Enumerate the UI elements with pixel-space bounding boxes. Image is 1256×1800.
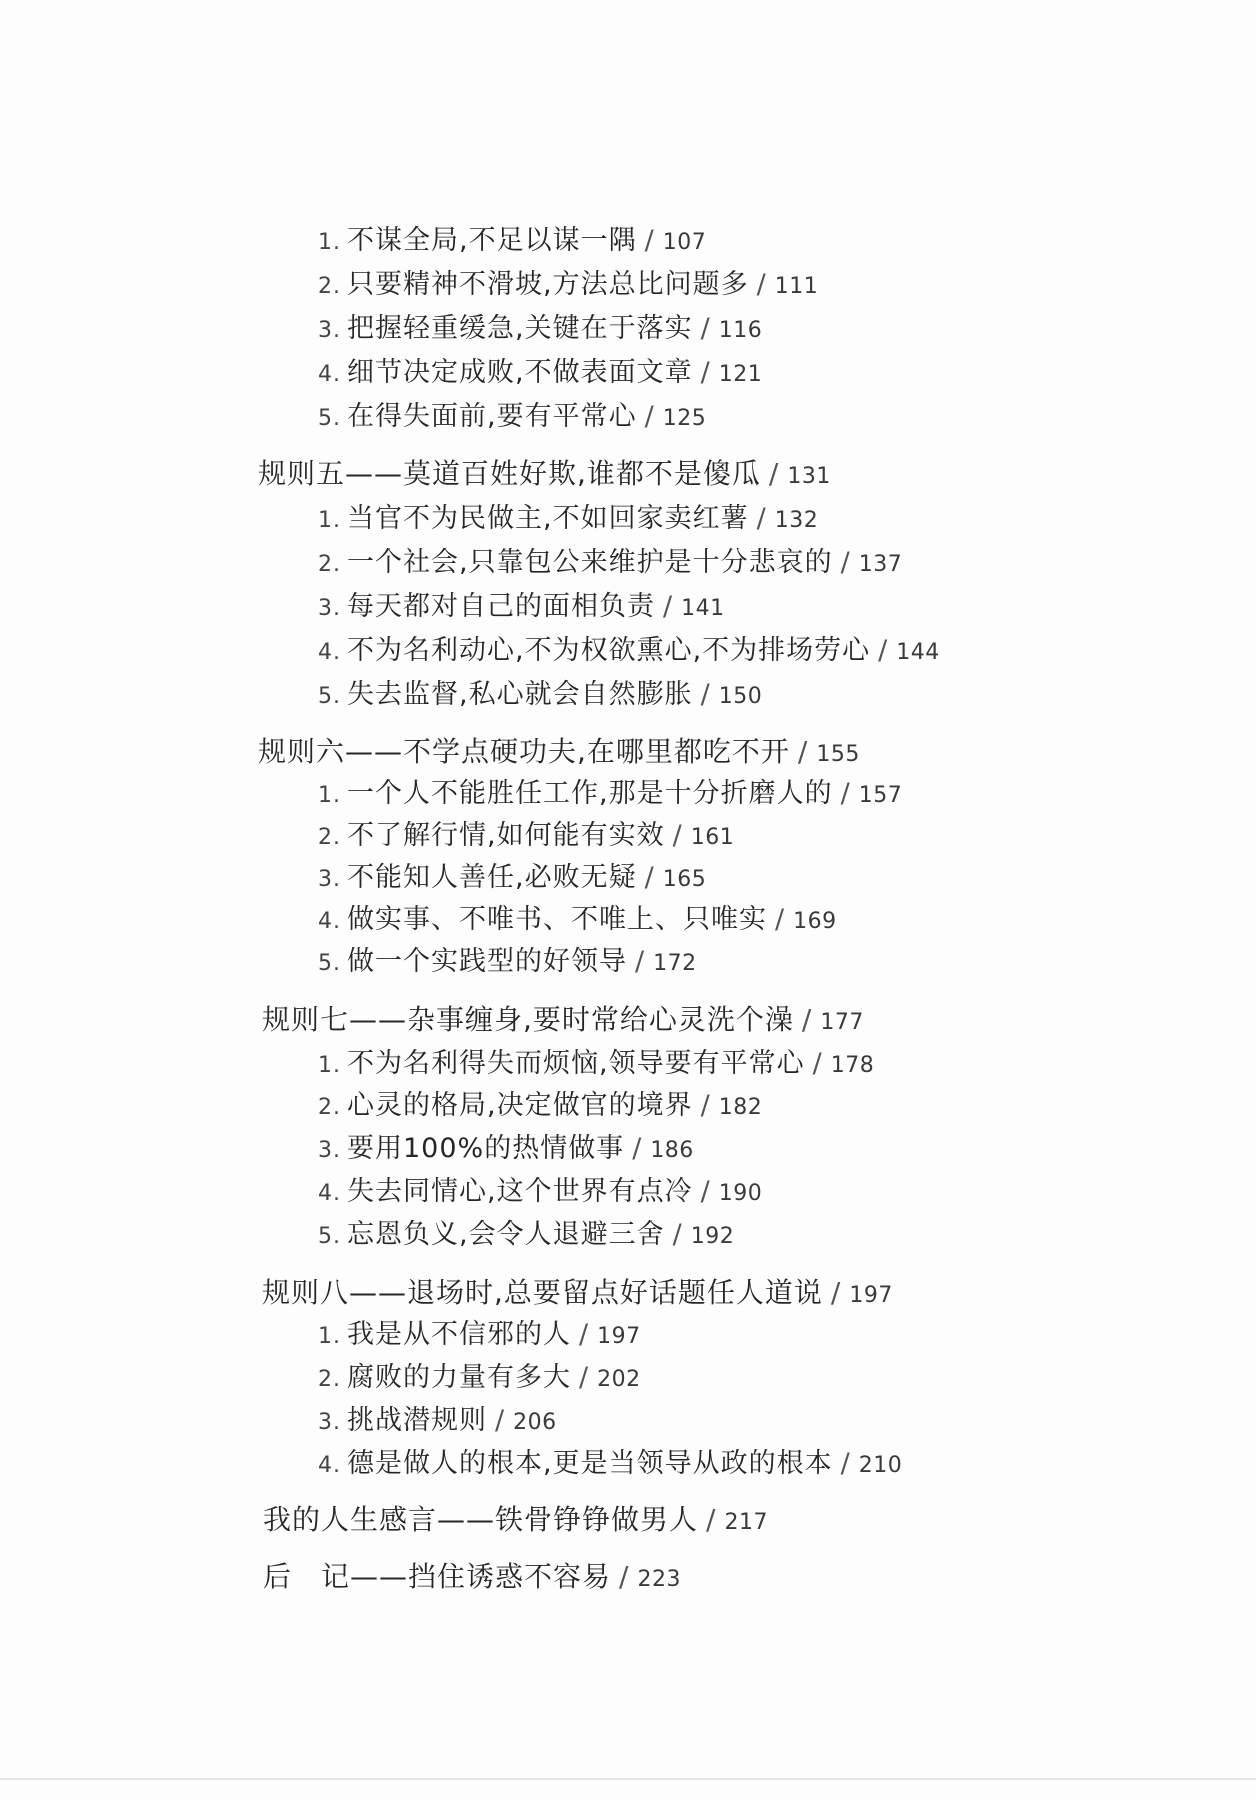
entry-title: 德是做人的根本,更是当领导从政的根本 xyxy=(347,1448,833,1479)
page-number: 223 xyxy=(637,1567,681,1592)
separator: / xyxy=(672,820,683,851)
entry-number: 5. xyxy=(318,406,341,431)
entry-number: 1. xyxy=(318,508,341,533)
separator: / xyxy=(644,862,655,893)
toc-entry xyxy=(318,902,837,940)
page-number: 144 xyxy=(896,640,940,665)
toc-entry xyxy=(318,589,725,627)
separator: / xyxy=(619,1560,630,1593)
toc-entry xyxy=(318,776,902,814)
separator: / xyxy=(700,679,711,710)
separator: / xyxy=(756,503,767,534)
separator: / xyxy=(797,735,809,768)
entry-title: 要用100%的热情做事 xyxy=(347,1133,625,1164)
chapter-title: 规则五——莫道百姓好欺,谁都不是傻瓜 xyxy=(258,457,761,490)
toc-entry xyxy=(318,1088,762,1126)
entry-number: 1. xyxy=(318,230,341,255)
entry-number: 1. xyxy=(318,783,341,808)
separator: / xyxy=(672,1219,683,1250)
entry-title: 腐败的力量有多大 xyxy=(347,1362,571,1393)
toc-entry xyxy=(318,311,762,349)
page-number: 165 xyxy=(662,867,707,892)
chapter-title: 规则八——退场时,总要留点好话题任人道说 xyxy=(262,1276,823,1309)
entry-title: 做一个实践型的好领导 xyxy=(347,946,627,977)
separator: / xyxy=(768,457,780,490)
entry-title: 不为名利动心,不为权欲熏心,不为排场劳心 xyxy=(347,635,871,666)
toc-chapter-heading xyxy=(263,1502,768,1541)
entry-number: 4. xyxy=(318,1453,341,1478)
entry-number: 3. xyxy=(318,867,341,892)
entry-number: 2. xyxy=(318,1095,341,1120)
separator: / xyxy=(775,904,786,935)
entry-title: 细节决定成败,不做表面文章 xyxy=(347,357,693,388)
separator: / xyxy=(700,313,711,344)
page-number: 197 xyxy=(849,1283,893,1308)
toc-entry xyxy=(318,545,902,583)
entry-number: 4. xyxy=(318,362,341,387)
entry-title: 当官不为民做主,不如回家卖红薯 xyxy=(347,503,749,534)
separator: / xyxy=(644,401,655,432)
entry-number: 4. xyxy=(318,640,341,665)
separator: / xyxy=(812,1048,823,1079)
toc-entry xyxy=(318,944,697,982)
page-number: 172 xyxy=(653,951,697,976)
toc-entry xyxy=(318,818,734,856)
separator: / xyxy=(878,635,889,666)
entry-title: 失去同情心,这个世界有点冷 xyxy=(347,1176,693,1207)
page-number: 210 xyxy=(858,1453,903,1478)
entry-number: 4. xyxy=(318,1181,341,1206)
separator: / xyxy=(840,778,851,809)
toc-entry xyxy=(318,860,706,898)
entry-title: 不为名利得失而烦恼,领导要有平常心 xyxy=(347,1048,805,1079)
entry-number: 3. xyxy=(318,1410,341,1435)
page-number: 202 xyxy=(597,1367,641,1392)
page-number: 116 xyxy=(718,318,763,343)
page-number: 150 xyxy=(718,684,763,709)
page-number: 206 xyxy=(513,1410,557,1435)
separator: / xyxy=(840,1448,851,1479)
page-number: 121 xyxy=(718,362,763,387)
page-number: 132 xyxy=(774,508,819,533)
separator: / xyxy=(840,547,851,578)
entry-number: 4. xyxy=(318,909,341,934)
entry-title: 不谋全局,不足以谋一隅 xyxy=(347,225,637,256)
separator: / xyxy=(663,591,674,622)
entry-title: 把握轻重缓急,关键在于落实 xyxy=(347,313,693,344)
entry-title: 忘恩负义,会令人退避三舍 xyxy=(347,1219,665,1250)
entry-number: 1. xyxy=(318,1053,341,1078)
chapter-title: 规则六——不学点硬功夫,在哪里都吃不开 xyxy=(258,735,790,768)
page-number: 169 xyxy=(793,909,837,934)
entry-title: 做实事、不唯书、不唯上、只唯实 xyxy=(347,904,767,935)
entry-title: 不了解行情,如何能有实效 xyxy=(347,820,665,851)
entry-title: 失去监督,私心就会自然膨胀 xyxy=(347,679,693,710)
toc-entry xyxy=(318,1360,641,1398)
entry-title: 一个人不能胜任工作,那是十分折磨人的 xyxy=(347,778,833,809)
entry-title: 一个社会,只靠包公来维护是十分悲哀的 xyxy=(347,547,833,578)
entry-title: 在得失面前,要有平常心 xyxy=(347,401,637,432)
page-number: 192 xyxy=(690,1224,735,1249)
separator: / xyxy=(579,1319,590,1350)
toc-chapter-heading xyxy=(258,734,860,773)
toc-entry xyxy=(318,355,762,393)
separator: / xyxy=(632,1133,643,1164)
toc-entry xyxy=(318,1046,874,1084)
separator: / xyxy=(830,1276,842,1309)
entry-title: 只要精神不滑坡,方法总比问题多 xyxy=(347,269,749,300)
entry-title: 不能知人善任,必败无疑 xyxy=(347,862,637,893)
entry-number: 3. xyxy=(318,596,341,621)
toc-entry xyxy=(318,1317,641,1355)
separator: / xyxy=(579,1362,590,1393)
chapter-title: 后 记——挡住诱惑不容易 xyxy=(263,1560,612,1593)
toc-entry xyxy=(318,501,818,539)
entry-number: 2. xyxy=(318,274,341,299)
entry-number: 1. xyxy=(318,1324,341,1349)
page-number: 217 xyxy=(724,1510,768,1535)
page-number: 141 xyxy=(681,596,725,621)
chapter-title: 规则七——杂事缠身,要时常给心灵洗个澡 xyxy=(262,1003,794,1036)
entry-number: 3. xyxy=(318,318,341,343)
page-number: 137 xyxy=(858,552,903,577)
separator: / xyxy=(644,225,655,256)
separator: / xyxy=(635,946,646,977)
toc-chapter-heading xyxy=(258,456,831,495)
toc-entry xyxy=(318,1217,734,1255)
entry-number: 5. xyxy=(318,951,341,976)
toc-entry xyxy=(318,1403,557,1441)
entry-title: 挑战潜规则 xyxy=(347,1405,487,1436)
entry-number: 5. xyxy=(318,684,341,709)
entry-number: 5. xyxy=(318,1224,341,1249)
toc-entry xyxy=(318,677,762,715)
separator: / xyxy=(700,1176,711,1207)
separator: / xyxy=(801,1003,813,1036)
page-number: 157 xyxy=(858,783,903,808)
page-number: 178 xyxy=(830,1053,875,1078)
page-number: 177 xyxy=(820,1010,864,1035)
entry-number: 2. xyxy=(318,552,341,577)
page-number: 190 xyxy=(718,1181,763,1206)
toc-entry xyxy=(318,267,818,305)
toc-entry xyxy=(318,1446,902,1484)
page-number: 155 xyxy=(816,742,860,767)
toc-chapter-heading xyxy=(262,1275,893,1314)
page-number: 125 xyxy=(662,406,707,431)
toc-chapter-heading xyxy=(262,1002,864,1041)
separator: / xyxy=(706,1503,717,1536)
entry-title: 每天都对自己的面相负责 xyxy=(347,591,655,622)
toc-entry xyxy=(318,399,706,437)
toc-chapter-heading xyxy=(263,1559,681,1598)
toc-entry xyxy=(318,1131,694,1169)
page-number: 131 xyxy=(787,464,831,489)
entry-number: 3. xyxy=(318,1138,341,1163)
toc-entry xyxy=(318,633,940,671)
separator: / xyxy=(495,1405,506,1436)
separator: / xyxy=(756,269,767,300)
entry-title: 心灵的格局,决定做官的境界 xyxy=(347,1090,693,1121)
page-number: 182 xyxy=(718,1095,763,1120)
page-number: 111 xyxy=(774,274,819,299)
page-number: 197 xyxy=(597,1324,641,1349)
chapter-title: 我的人生感言——铁骨铮铮做男人 xyxy=(263,1503,699,1536)
page-number: 186 xyxy=(650,1138,694,1163)
entry-title: 我是从不信邪的人 xyxy=(347,1319,571,1350)
toc-entry xyxy=(318,223,706,261)
entry-number: 2. xyxy=(318,1367,341,1392)
toc-entry xyxy=(318,1174,762,1212)
page-number: 107 xyxy=(662,230,707,255)
page-number: 161 xyxy=(690,825,735,850)
separator: / xyxy=(700,1090,711,1121)
separator: / xyxy=(700,357,711,388)
entry-number: 2. xyxy=(318,825,341,850)
